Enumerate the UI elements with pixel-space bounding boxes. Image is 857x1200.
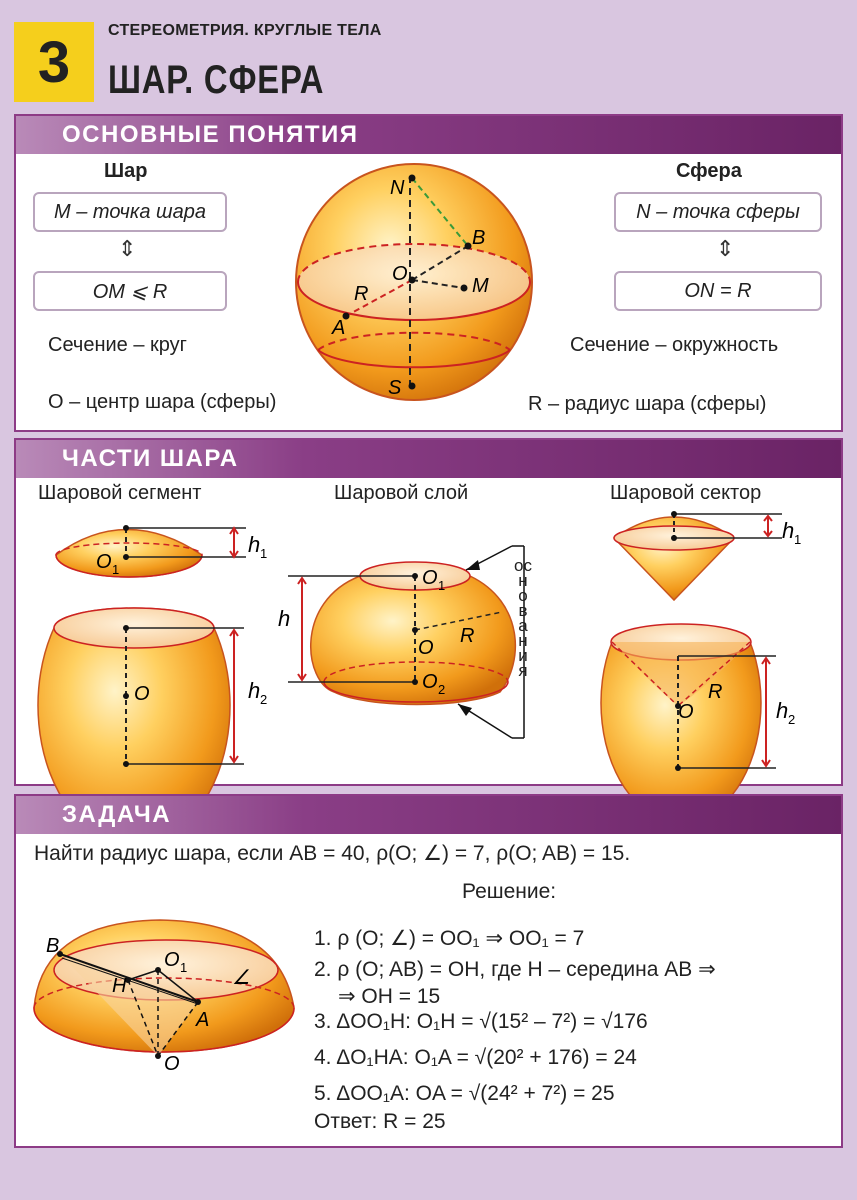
svg-text:O: O	[164, 949, 180, 971]
svg-text:h: h	[278, 606, 291, 631]
svg-text:R: R	[460, 625, 475, 647]
problem-statement: Найти радиус шара, если AB = 40, ρ(O; ∠) = 7, ρ(O; AB) = 15.	[34, 842, 631, 865]
svg-text:2: 2	[788, 712, 796, 727]
layer-label: Шаровой слой	[334, 482, 469, 504]
sector-label: Шаровой сектор	[610, 482, 762, 504]
svg-text:O: O	[678, 701, 694, 723]
label-O: O	[392, 263, 408, 285]
svg-text:1: 1	[180, 960, 188, 975]
segment-label: Шаровой сегмент	[38, 482, 202, 504]
label-A: A	[332, 317, 346, 339]
segment-diagram	[30, 510, 290, 780]
section-title: ЗАДАЧА	[16, 796, 841, 834]
solution-step: 4. ΔO₁HA: O₁A = √(20² + 176) = 24	[314, 1046, 637, 1069]
layer-diagram	[274, 532, 544, 782]
sector-diagram	[596, 508, 836, 783]
label-M: M	[472, 275, 489, 297]
ball-condition: OM ⩽ R	[33, 271, 227, 311]
svg-text:O: O	[422, 567, 438, 589]
svg-text:h: h	[782, 518, 795, 543]
sphere-diagram	[296, 160, 536, 420]
solution-heading: Решение:	[462, 880, 557, 903]
sphere-section-text: Сечение – окружность	[570, 334, 779, 356]
svg-text:h: h	[776, 698, 789, 723]
ball-section-text: Сечение – круг	[48, 334, 187, 356]
ball-point-definition: M – точка шара	[33, 192, 227, 232]
bases-vertical-label: основания	[514, 556, 532, 680]
label-B: B	[472, 227, 486, 249]
answer: Ответ: R = 25	[314, 1110, 446, 1133]
equivalence-arrow-icon: ⇕	[716, 236, 735, 261]
section-title: ОСНОВНЫЕ ПОНЯТИЯ	[16, 116, 841, 154]
svg-text:H: H	[112, 975, 127, 997]
svg-text:O: O	[134, 683, 150, 705]
sphere-condition: ON = R	[614, 271, 822, 311]
equivalence-arrow-icon: ⇕	[118, 236, 137, 261]
solution-step: 2. ρ (O; AB) = OH, где H – середина AB ⇒	[314, 958, 716, 981]
radius-text: R – радиус шара (сферы)	[528, 393, 767, 415]
chapter-subtitle: СТЕРЕОМЕТРИЯ. КРУГЛЫЕ ТЕЛА	[108, 22, 382, 39]
svg-text:∠: ∠	[232, 967, 250, 989]
svg-text:2: 2	[438, 682, 446, 697]
section-title: ЧАСТИ ШАРА	[16, 440, 841, 478]
solution-step: ⇒ OH = 15	[338, 985, 441, 1008]
svg-text:1: 1	[112, 562, 120, 577]
svg-text:1: 1	[260, 546, 268, 561]
label-N: N	[390, 177, 405, 199]
sphere-heading: Сфера	[676, 160, 742, 182]
svg-text:h: h	[248, 678, 261, 703]
svg-text:O: O	[96, 551, 112, 573]
ball-heading: Шар	[104, 160, 148, 182]
svg-text:A: A	[196, 1009, 210, 1031]
problem-diagram	[30, 912, 300, 1082]
svg-text:O: O	[418, 637, 434, 659]
label-R: R	[354, 283, 369, 305]
label-S: S	[388, 377, 402, 399]
sphere-point-definition: N – точка сферы	[614, 192, 822, 232]
chapter-number: 3	[14, 22, 94, 102]
center-text: O – центр шара (сферы)	[48, 391, 277, 413]
svg-text:O: O	[422, 671, 438, 693]
solution-step: 3. ΔOO₁H: O₁H = √(15² – 7²) = √176	[314, 1010, 648, 1033]
page-title: ШАР. СФЕРА	[108, 58, 325, 102]
svg-text:1: 1	[794, 532, 802, 547]
svg-text:2: 2	[260, 692, 268, 707]
svg-text:O: O	[164, 1053, 180, 1075]
svg-text:R: R	[708, 681, 723, 703]
solution-step: 1. ρ (O; ∠) = OO₁ ⇒ OO₁ = 7	[314, 927, 585, 950]
solution-step: 5. ΔOO₁A: OA = √(24² + 7²) = 25	[314, 1082, 615, 1105]
svg-text:1: 1	[438, 578, 446, 593]
svg-text:h: h	[248, 532, 261, 557]
svg-text:B: B	[46, 935, 60, 957]
